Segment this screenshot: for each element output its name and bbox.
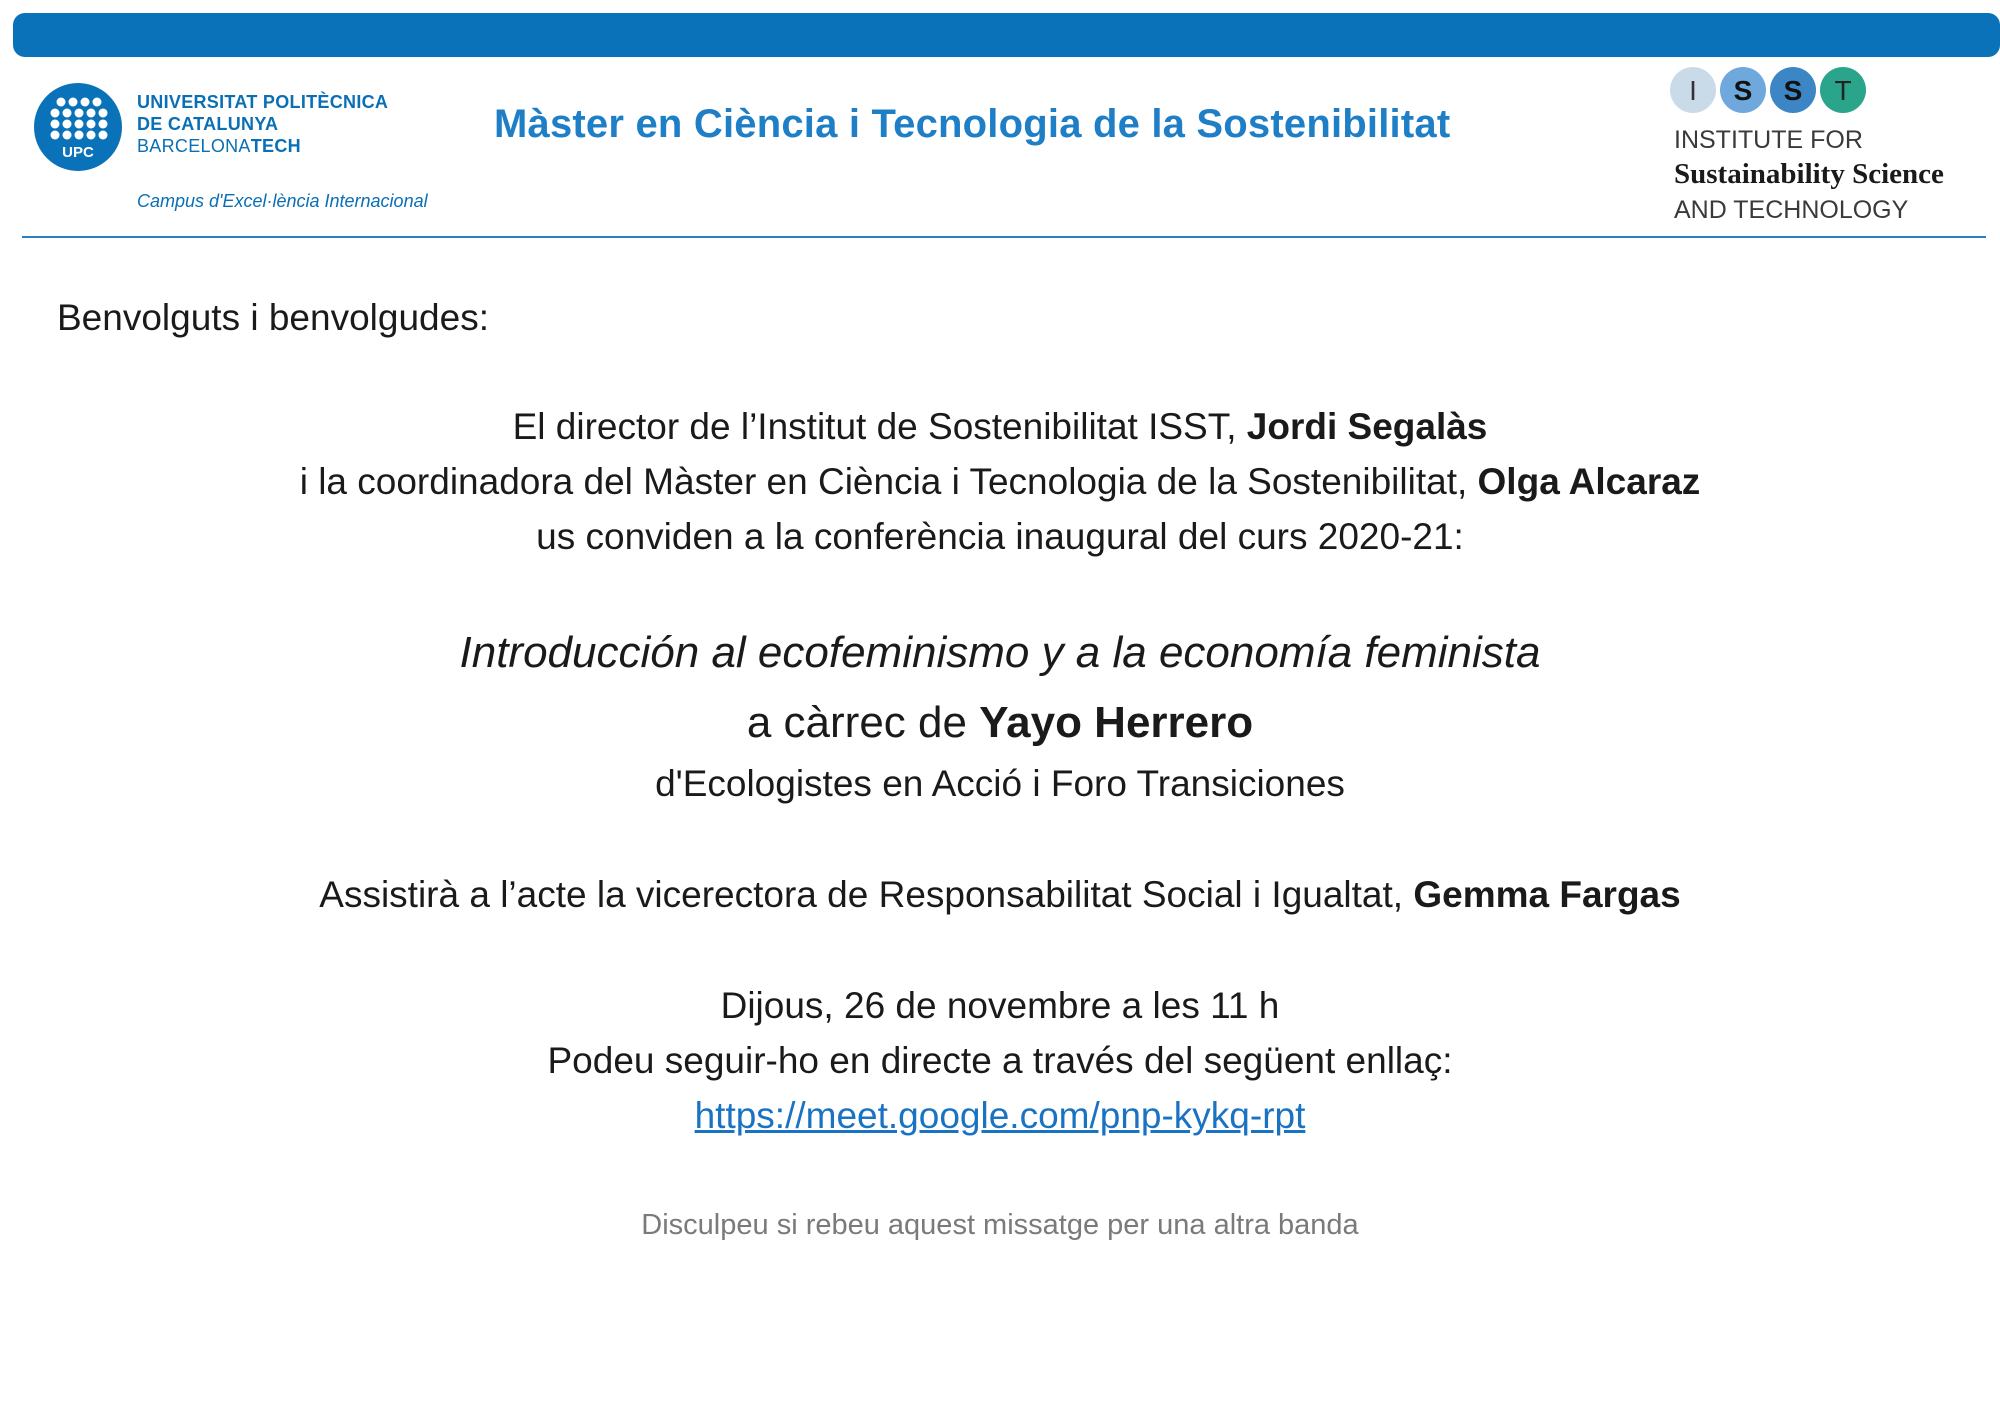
upc-name [137, 91, 388, 157]
meeting-link[interactable]: https://meet.google.com/pnp-kykq-rpt [694, 1095, 1306, 1136]
disclaimer: Disculpeu si rebeu aquest missatge per una altra banda [641, 1209, 1359, 1241]
intro-line-3: us conviden a la conferència inaugural del curs 2020-21: [536, 516, 1464, 557]
upc-badge-text: UPC [62, 144, 94, 161]
intro-line-1 [0, 406, 2000, 448]
isst-letter-2: S [1733, 75, 1753, 106]
intro-line-1-text: El director de l’Institut de Sostenibilitat ISST, [512, 406, 1247, 447]
talk-title: Introducción al ecofeminismo y a la economía feminista [459, 628, 1541, 677]
presenter-affiliation: d'Ecologistes en Acció i Foro Transiciones [655, 763, 1345, 804]
meeting-link-row [0, 1095, 2000, 1137]
upc-name-line3b: TECH [250, 136, 301, 156]
master-title: Màster en Ciència i Tecnologia de la Sostenibilitat [494, 102, 1451, 146]
attendee-name: Gemma Fargas [1413, 874, 1681, 915]
isst-letter-4: T [1834, 75, 1852, 106]
coordinator-name: Olga Alcaraz [1477, 461, 1701, 502]
event-date: Dijous, 26 de novembre a les 11 h [720, 985, 1280, 1026]
upc-name-line1: UNIVERSITAT POLITÈCNICA [137, 92, 389, 112]
isst-line2: Sustainability Science [1674, 158, 1944, 190]
greeting: Benvolguts i benvolgudes: [57, 297, 489, 338]
attendee-text: Assistirà a l’acte la vicerectora de Responsabilitat Social i Igualtat, [319, 874, 1414, 915]
isst-logo-icon [1668, 65, 1878, 115]
isst-letter-1: I [1689, 75, 1697, 106]
upc-campus-tagline: Campus d'Excel·lència Internacional [137, 191, 428, 211]
follow-instructions: Podeu seguir-ho en directe a través del següent enllaç: [547, 1040, 1453, 1081]
upc-logo-icon [33, 82, 123, 172]
isst-line1: INSTITUTE FOR [1674, 126, 1863, 154]
isst-line3: AND TECHNOLOGY [1674, 196, 1909, 224]
upc-name-line2: DE CATALUNYA [137, 114, 279, 134]
isst-letter-3: S [1783, 75, 1803, 106]
upc-name-line3a: BARCELONA [137, 136, 251, 156]
director-name: Jordi Segalàs [1246, 406, 1488, 447]
presenter-name: Yayo Herrero [979, 698, 1254, 747]
intro-line-2 [0, 461, 2000, 503]
presenter-line [0, 698, 2000, 748]
presenter-prefix: a càrrec de [746, 698, 980, 747]
attendee-line [0, 874, 2000, 916]
upc-name-line3 [137, 135, 388, 157]
header-divider [22, 236, 1986, 238]
top-banner-bar [13, 13, 2000, 57]
intro-line-2-text: i la coordinadora del Màster en Ciència i Tecnologia de la Sostenibilitat, [299, 461, 1478, 502]
